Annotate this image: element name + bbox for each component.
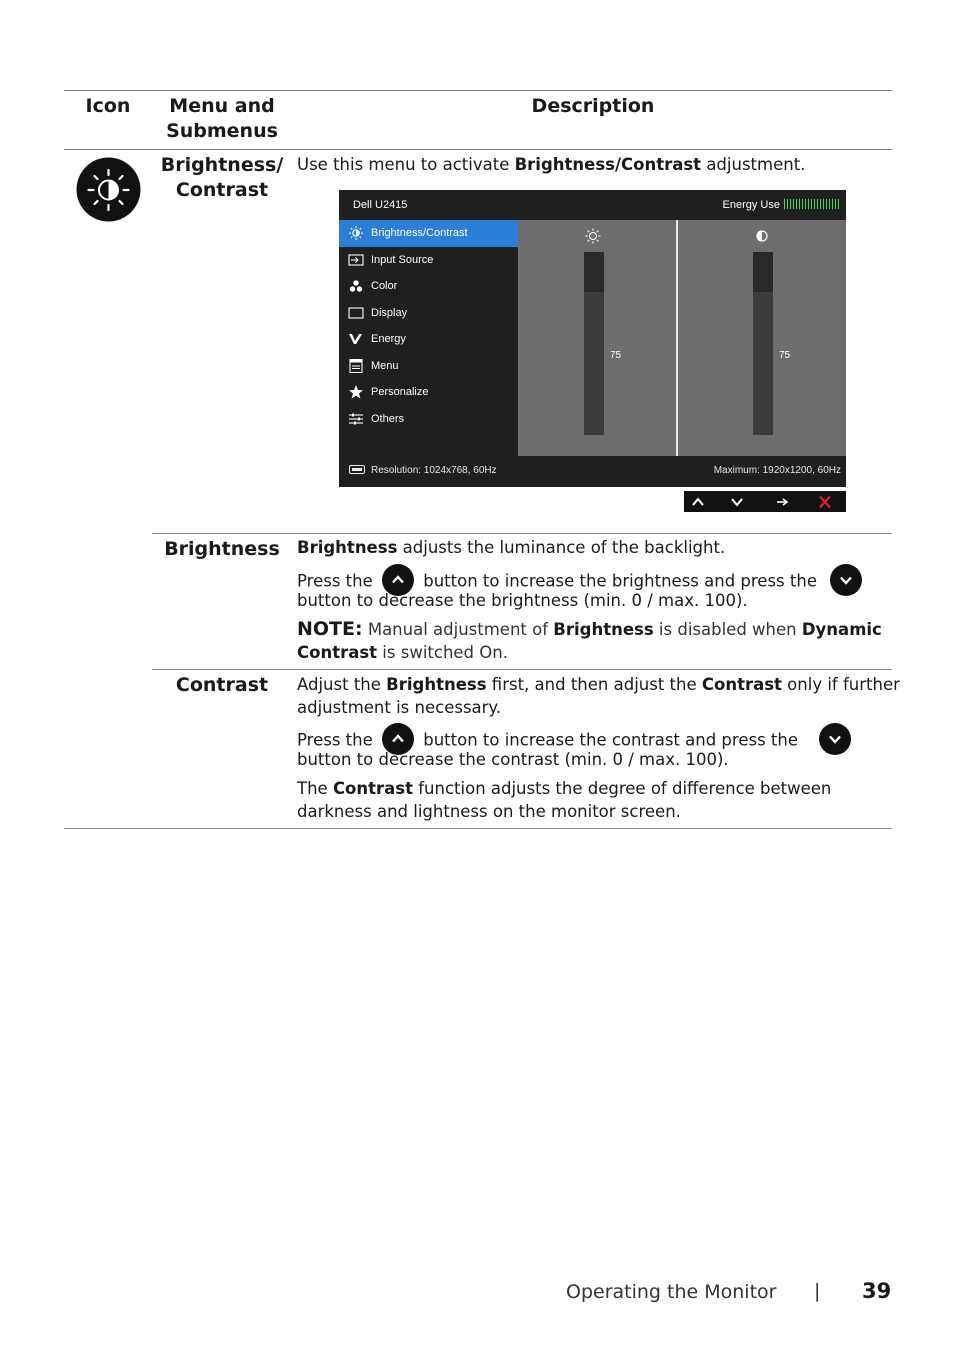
close-icon[interactable] — [815, 494, 835, 510]
brightness-slider[interactable] — [584, 252, 604, 435]
osd-brightness-panel — [518, 220, 676, 456]
contrast-slider-empty — [753, 252, 773, 292]
contrast-slider[interactable] — [753, 252, 773, 435]
contrast-adjust: Adjust the Brightness first, and then adjust the Contrast only if further — [297, 675, 900, 694]
osd-status-bar — [339, 456, 846, 487]
menu-brightness-contrast: Brightness/ Contrast — [160, 154, 284, 201]
osd-menu-item-energy[interactable] — [339, 326, 518, 353]
brightness-icon — [348, 226, 364, 240]
header-description: Description — [531, 95, 655, 117]
table-top-rule — [64, 90, 892, 91]
table-header-rule — [64, 149, 892, 150]
osd-menu-item-input-source[interactable] — [339, 247, 518, 274]
osd-menu-item-display[interactable] — [339, 300, 518, 327]
right-arrow-icon[interactable] — [772, 494, 792, 510]
page-number: 39 — [862, 1279, 892, 1303]
contrast-icon — [756, 230, 768, 242]
contrast-press-line: Press the button to increase the contrast and press the — [297, 725, 855, 757]
energy-meter — [784, 199, 840, 209]
others-icon — [348, 412, 364, 426]
input-source-icon — [348, 253, 364, 267]
osd-energy-use: Energy Use — [723, 199, 840, 211]
footer-separator: | — [814, 1280, 821, 1302]
osd-menu-item-label: Input Source — [371, 253, 434, 266]
color-icon — [348, 279, 364, 293]
energy-icon — [348, 332, 364, 346]
contrast-value: 75 — [779, 350, 791, 361]
brightness-press-line2: button to decrease the brightness (min. 0 / max. 100). — [297, 591, 748, 610]
contrast-row-rule — [152, 669, 892, 670]
osd-menu-item-color[interactable] — [339, 273, 518, 300]
down-button-icon — [830, 564, 862, 596]
contrast-adjust-line2: adjustment is necessary. — [297, 698, 502, 717]
brightness-note: NOTE: Manual adjustment of Brightness is disabled when Dynamic — [297, 618, 882, 640]
osd-title-bar — [339, 190, 846, 220]
sun-icon — [585, 228, 601, 244]
menu-brightness: Brightness — [164, 538, 280, 560]
osd-menu-item-label: Others — [371, 412, 405, 425]
display-icon — [348, 306, 364, 320]
osd-menu-item-menu[interactable] — [339, 353, 518, 380]
osd-title: Dell U2415 — [353, 199, 408, 211]
osd-menu-item-label: Brightness/Contrast — [371, 227, 468, 239]
osd-menu-item-label: Energy — [371, 333, 406, 345]
menu-contrast: Contrast — [175, 674, 269, 696]
brightness-note-line2: Contrast is switched On. — [297, 643, 508, 662]
brightness-press-line: Press the button to increase the brightness and press the — [297, 566, 866, 598]
contrast-function-line2: darkness and lightness on the monitor screen. — [297, 802, 681, 821]
osd-menu-item-personalize[interactable] — [339, 379, 518, 406]
table-bottom-rule — [64, 828, 892, 829]
footer-section-title: Operating the Monitor — [566, 1281, 777, 1303]
osd-maximum-resolution: Maximum: 1920x1200, 60Hz — [713, 465, 841, 476]
brightness-row-rule — [152, 533, 892, 534]
osd-window — [339, 190, 846, 487]
down-button-icon — [819, 723, 851, 755]
brightness-contrast-icon — [76, 157, 141, 222]
osd-resolution: Resolution: 1024x768, 60Hz — [371, 465, 497, 476]
osd-menu-item-others[interactable] — [339, 406, 518, 433]
osd-contrast-panel — [678, 220, 846, 456]
osd-menu-item-label: Menu — [371, 359, 399, 372]
intro-text: Use this menu to activate Brightness/Contrast adjustment. — [297, 155, 806, 174]
contrast-press-line2: button to decrease the contrast (min. 0 / max. 100). — [297, 750, 729, 769]
osd-menu-item-label: Personalize — [371, 386, 429, 398]
osd-navigation-bar — [684, 491, 846, 512]
brightness-slider-empty — [584, 252, 604, 292]
brightness-value: 75 — [610, 350, 622, 361]
header-icon: Icon — [85, 95, 131, 117]
star-icon — [348, 385, 364, 399]
header-menu-submenus: Menu and Submenus — [166, 95, 278, 142]
menu-icon — [348, 359, 364, 373]
down-arrow-icon[interactable] — [727, 494, 747, 510]
osd-menu-item-label: Color — [371, 280, 398, 292]
brightness-desc: Brightness adjusts the luminance of the backlight. — [297, 538, 726, 557]
osd-menu-item-label: Display — [371, 306, 408, 319]
osd-menu — [339, 220, 518, 432]
connector-icon — [349, 465, 365, 474]
contrast-function: The Contrast function adjusts the degree of difference between — [297, 779, 832, 798]
osd-menu-item-brightness-contrast[interactable] — [339, 220, 518, 247]
up-arrow-icon[interactable] — [688, 494, 708, 510]
